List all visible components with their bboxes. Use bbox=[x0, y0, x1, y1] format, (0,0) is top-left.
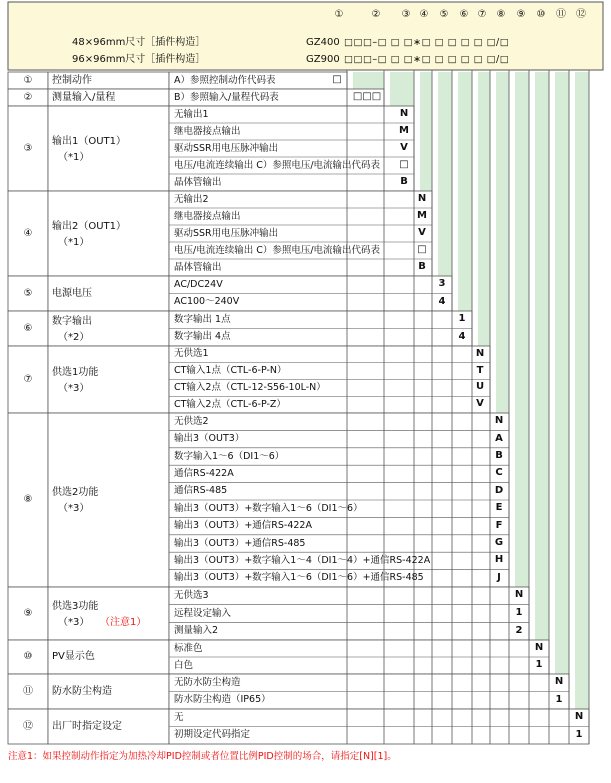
cascade-column bbox=[535, 413, 549, 587]
cascade-column bbox=[515, 413, 529, 587]
option-code: B bbox=[495, 450, 503, 461]
cascade-column bbox=[535, 276, 549, 311]
model-label: GZ400 bbox=[306, 37, 340, 48]
cascade-column bbox=[555, 89, 569, 106]
option-code: 2 bbox=[515, 624, 523, 636]
option-description: 电压/电流连续输出 C）参照电压/电流输出代码表 bbox=[174, 159, 381, 171]
cascade-column bbox=[478, 276, 490, 311]
cascade-column bbox=[555, 72, 569, 89]
row-number: ⑥ bbox=[23, 322, 33, 334]
option-code: 3 bbox=[438, 278, 446, 290]
row-note: （*3） bbox=[58, 382, 90, 394]
cascade-column bbox=[515, 276, 529, 311]
cascade-column bbox=[555, 587, 569, 640]
row-number: ① bbox=[23, 74, 33, 86]
option-description: 电压/电流连续输出 C）参照电压/电流输出代码表 bbox=[174, 244, 381, 256]
header-number: ② bbox=[371, 9, 381, 20]
row-note: （*3） bbox=[58, 616, 90, 628]
cascade-column bbox=[458, 106, 472, 191]
option-code: 1 bbox=[458, 313, 466, 325]
option-code: V bbox=[418, 227, 426, 238]
cascade-column bbox=[515, 89, 529, 106]
cascade-column bbox=[575, 276, 589, 311]
cascade-column bbox=[555, 640, 569, 674]
header-number: ④ bbox=[419, 9, 429, 20]
option-code: 1 bbox=[575, 728, 583, 740]
option-description: 白色 bbox=[174, 659, 194, 671]
cascade-column bbox=[535, 191, 549, 276]
option-description: 数字输入1～6（DI1～6） bbox=[174, 450, 285, 462]
cascade-column bbox=[496, 106, 509, 191]
cascade-column bbox=[575, 106, 589, 191]
row-number: ⑨ bbox=[23, 607, 33, 619]
row-name: 输出1（OUT1） bbox=[52, 135, 127, 147]
option-description: 输出3（OUT3）+数字输入1～6（DI1～6）+通信RS-485 bbox=[174, 572, 424, 584]
row-number: ⑤ bbox=[23, 287, 33, 299]
option-description: 无供选1 bbox=[174, 348, 209, 360]
cascade-column bbox=[575, 89, 589, 106]
option-description: 晶体管输出 bbox=[174, 261, 222, 273]
row-name-cell bbox=[48, 587, 169, 640]
cascade-column bbox=[458, 72, 472, 89]
row-name: 测量输入/量程 bbox=[52, 91, 116, 103]
cascade-column bbox=[438, 191, 452, 276]
row-note: （*3） bbox=[58, 503, 90, 514]
size-label: 96×96mm尺寸［插件构造］ bbox=[72, 54, 206, 65]
cascade-column bbox=[496, 311, 509, 346]
option-description: 输出3（OUT3）+数字输入1～6（DI1～6） bbox=[174, 502, 363, 514]
cascade-column bbox=[496, 72, 509, 89]
option-code: N bbox=[534, 642, 544, 653]
row-name: 供选3功能 bbox=[52, 600, 99, 612]
row-name: 供选2功能 bbox=[52, 487, 99, 498]
cascade-column bbox=[438, 89, 452, 106]
header-number: ① bbox=[334, 9, 344, 20]
row-note: （*1） bbox=[58, 151, 90, 163]
option-code: N bbox=[494, 415, 504, 427]
cascade-column bbox=[478, 89, 490, 106]
option-code: B bbox=[400, 176, 408, 187]
option-description: 数字输出 1点 bbox=[174, 313, 231, 325]
option-code: T bbox=[476, 364, 484, 376]
option-description: 测量输入2 bbox=[174, 625, 219, 637]
option-code: 1 bbox=[555, 693, 563, 705]
option-description: CT输入2点（CTL-12-S56-10L-N） bbox=[174, 381, 326, 393]
option-code: 4 bbox=[438, 295, 446, 307]
header-number: ⑥ bbox=[459, 9, 469, 20]
option-description: 标准色 bbox=[174, 642, 203, 654]
cascade-column bbox=[535, 311, 549, 346]
row-number: ⑫ bbox=[23, 720, 33, 732]
option-description: 数字输出 4点 bbox=[174, 331, 231, 343]
cascade-column bbox=[575, 191, 589, 276]
option-code: M bbox=[417, 210, 427, 221]
option-description: 通信RS-422A bbox=[174, 467, 234, 479]
option-description: 通信RS-485 bbox=[174, 485, 228, 497]
option-code: V bbox=[476, 398, 484, 410]
row-number: ③ bbox=[23, 142, 33, 154]
cascade-column bbox=[555, 191, 569, 276]
option-code: N bbox=[399, 108, 409, 119]
option-description: AC/DC24V bbox=[174, 278, 223, 290]
option-description: 驱动SSR用电压脉冲输出 bbox=[174, 142, 279, 154]
option-description: 远程设定输入 bbox=[174, 607, 232, 619]
header-number: ⑨ bbox=[516, 9, 526, 20]
cascade-column bbox=[535, 346, 549, 413]
cascade-column bbox=[575, 413, 589, 587]
model-label: GZ900 bbox=[306, 54, 340, 65]
code-pattern: □□□–□ □ □∗□ □ □ □ □ □/□ bbox=[344, 37, 510, 48]
option-code: V bbox=[400, 142, 408, 153]
header-number: ⑦ bbox=[477, 9, 487, 20]
cascade-column bbox=[496, 89, 509, 106]
cascade-column bbox=[515, 311, 529, 346]
option-code: G bbox=[494, 537, 504, 548]
option-description: 晶体管输出 bbox=[174, 176, 222, 188]
row-name: 防水防尘构造 bbox=[52, 685, 112, 697]
option-description: 无 bbox=[174, 711, 184, 723]
option-code: □ bbox=[399, 159, 409, 170]
option-description: 无防水防尘构造 bbox=[174, 676, 241, 688]
cascade-column bbox=[478, 106, 490, 191]
row-number: ⑦ bbox=[23, 373, 33, 385]
cascade-column bbox=[575, 311, 589, 346]
cascade-column bbox=[535, 106, 549, 191]
cascade-column bbox=[555, 106, 569, 191]
header-number: ⑫ bbox=[576, 9, 586, 20]
cascade-column bbox=[496, 191, 509, 276]
option-code: 4 bbox=[458, 330, 466, 342]
row-name: 数字输出 bbox=[52, 315, 92, 327]
option-code: F bbox=[495, 519, 503, 531]
cascade-column bbox=[496, 346, 509, 413]
option-code: N bbox=[554, 676, 564, 688]
option-code: □ bbox=[417, 244, 427, 255]
option-code: 1 bbox=[535, 659, 543, 670]
option-code: □□□ bbox=[352, 91, 382, 102]
option-description: 无输出1 bbox=[174, 108, 209, 120]
cascade-column bbox=[575, 72, 589, 89]
cascade-column bbox=[535, 587, 549, 640]
option-description: 输出3（OUT3）+通信RS-422A bbox=[174, 520, 312, 532]
cascade-column bbox=[458, 191, 472, 276]
row-number: ⑪ bbox=[23, 685, 33, 697]
header-number: ③ bbox=[401, 9, 411, 20]
option-description: 无供选2 bbox=[174, 415, 209, 427]
footnote: 注意1：如果控制动作指定为加热冷却PID控制或者位置比例PID控制的场合，请指定[N][1]。 bbox=[8, 751, 397, 762]
code-pattern: □□□–□ □ □∗□ □ □ □ □ □/□ bbox=[344, 54, 510, 65]
cascade-column bbox=[575, 640, 589, 674]
option-code: C bbox=[495, 467, 503, 479]
size-label: 48×96mm尺寸［插件构造］ bbox=[72, 37, 206, 48]
row-red-note: （注意1） bbox=[100, 616, 147, 628]
option-code: A bbox=[495, 432, 503, 444]
cascade-column bbox=[458, 89, 472, 106]
option-description: 输出3（OUT3） bbox=[174, 433, 245, 445]
cascade-column bbox=[575, 587, 589, 640]
option-code: B bbox=[418, 261, 426, 272]
header-number: ⑧ bbox=[496, 9, 506, 20]
row-name-cell bbox=[48, 191, 169, 276]
option-description: CT输入1点（CTL-6-P-N） bbox=[174, 365, 287, 377]
cascade-column bbox=[390, 89, 414, 106]
row-name: 控制动作 bbox=[52, 74, 92, 86]
cascade-column bbox=[515, 191, 529, 276]
cascade-column bbox=[555, 346, 569, 413]
row-name-cell bbox=[48, 346, 169, 413]
option-description: AC100～240V bbox=[174, 296, 240, 308]
cascade-column bbox=[478, 72, 490, 89]
option-code: M bbox=[399, 125, 409, 136]
cascade-column bbox=[353, 72, 384, 89]
cascade-column bbox=[438, 72, 452, 89]
option-code: E bbox=[495, 502, 503, 514]
row-name: 电源电压 bbox=[52, 287, 92, 299]
header-number: ⑩ bbox=[536, 9, 546, 20]
option-description: 输出3（OUT3）+数字输入1～4（DI1～4）+通信RS-422A bbox=[174, 554, 431, 566]
option-code: 1 bbox=[515, 607, 523, 618]
option-description: 驱动SSR用电压脉冲输出 bbox=[174, 227, 279, 239]
row-number: ② bbox=[23, 91, 33, 103]
row-name-cell bbox=[48, 106, 169, 191]
row-note: （*2） bbox=[58, 331, 90, 343]
cascade-column bbox=[420, 89, 432, 106]
row-name: 输出2（OUT1） bbox=[52, 220, 127, 232]
cascade-column bbox=[515, 106, 529, 191]
row-number: ⑧ bbox=[23, 494, 33, 505]
row-name: 出厂时指定设定 bbox=[52, 720, 122, 732]
header-number: ⑤ bbox=[439, 9, 449, 20]
cascade-column bbox=[555, 311, 569, 346]
cascade-column bbox=[458, 276, 472, 311]
option-code: N bbox=[574, 711, 584, 723]
option-code: □ bbox=[332, 74, 342, 85]
cascade-column bbox=[515, 72, 529, 89]
row-number: ⑩ bbox=[23, 651, 33, 662]
row-name: PV显示色 bbox=[52, 651, 95, 662]
option-description: 继电器接点输出 bbox=[174, 210, 241, 222]
cascade-column bbox=[535, 89, 549, 106]
row-note: （*1） bbox=[58, 236, 90, 248]
cascade-column bbox=[390, 72, 414, 89]
cascade-column bbox=[478, 311, 490, 346]
option-description: CT输入2点（CTL-6-P-Z） bbox=[174, 398, 286, 410]
cascade-column bbox=[575, 674, 589, 709]
cascade-column bbox=[555, 276, 569, 311]
row-number: ④ bbox=[23, 227, 33, 239]
option-code: N bbox=[417, 193, 427, 204]
cascade-column bbox=[420, 72, 432, 89]
cascade-column bbox=[515, 346, 529, 413]
option-description: 无输出2 bbox=[174, 193, 209, 205]
option-code: H bbox=[494, 554, 504, 566]
cascade-column bbox=[478, 191, 490, 276]
row-name-cell bbox=[48, 413, 169, 587]
row-name: 供选1功能 bbox=[52, 366, 99, 378]
option-description: 无供选3 bbox=[174, 589, 209, 601]
cascade-column bbox=[420, 106, 432, 191]
option-code: U bbox=[475, 381, 485, 393]
option-description: 输出3（OUT3）+通信RS-485 bbox=[174, 537, 306, 549]
cascade-column bbox=[555, 413, 569, 587]
cascade-column bbox=[535, 72, 549, 89]
option-code: N bbox=[475, 347, 485, 359]
cascade-column bbox=[575, 346, 589, 413]
option-description: 防水防尘构造（IP65） bbox=[174, 694, 271, 706]
option-code: D bbox=[494, 484, 504, 496]
option-code: J bbox=[497, 571, 501, 583]
option-description: 初期设定代码指定 bbox=[174, 729, 251, 741]
cascade-column bbox=[496, 276, 509, 311]
option-description: 继电器接点输出 bbox=[174, 125, 241, 137]
option-description: B）参照输入/量程代码表 bbox=[174, 91, 279, 103]
header-number: ⑪ bbox=[556, 9, 566, 20]
cascade-column bbox=[438, 106, 452, 191]
option-description: A）参照控制动作代码表 bbox=[174, 74, 276, 86]
option-code: N bbox=[514, 589, 524, 601]
